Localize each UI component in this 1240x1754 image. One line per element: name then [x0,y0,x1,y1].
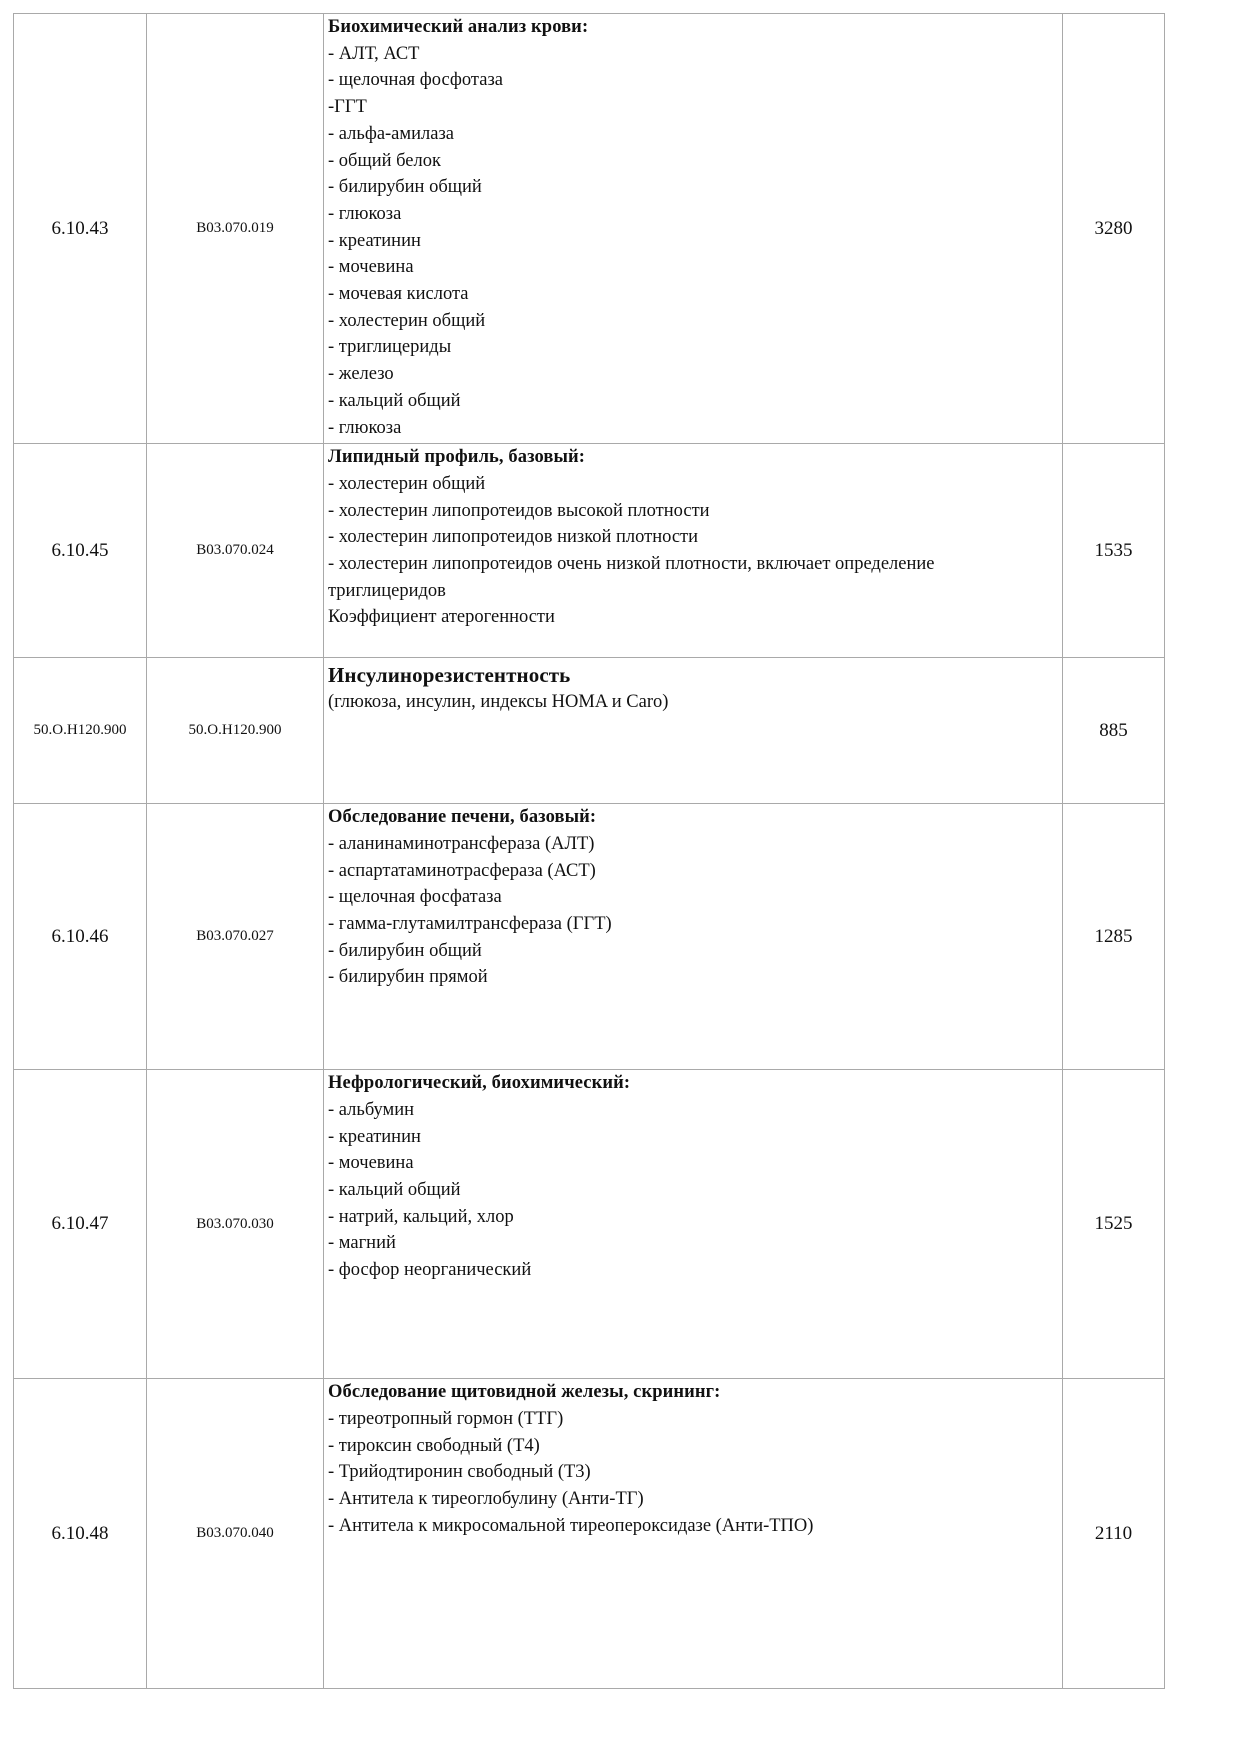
service-price: 1285 [1063,804,1165,1070]
service-item: (глюкоза, инсулин, индексы HOMA и Caro) [328,692,669,713]
service-item: - билирубин общий [328,940,482,961]
service-item: - мочевая кислота [328,284,469,305]
service-title: Биохимический анализ крови: [328,17,589,37]
table-row [14,1379,1165,1689]
price-list-body [14,14,1165,1689]
service-item: - мочевина [328,1153,414,1174]
service-code: В03.070.030 [147,1070,324,1379]
service-item: - холестерин общий [328,310,486,331]
service-price: 1535 [1063,444,1165,658]
service-code: В03.070.040 [147,1379,324,1689]
service-item: - кальций общий [328,390,461,411]
service-price: 885 [1063,658,1165,804]
service-description [324,804,1063,1070]
service-description [324,14,1063,444]
service-item: - мочевина [328,257,414,278]
service-description [324,658,1063,804]
service-item: - холестерин липопротеидов очень низкой плотности, включает определение триглицеридов [328,554,935,601]
service-price: 1525 [1063,1070,1165,1379]
service-item: - холестерин липопротеидов низкой плотности [328,527,699,548]
service-item: - гамма-глутамилтрансфераза (ГГТ) [328,914,612,935]
service-price: 3280 [1063,14,1165,444]
service-code: В03.070.019 [147,14,324,444]
service-item: - Трийодтиронин свободный (Т3) [328,1462,591,1483]
service-item: - кальций общий [328,1180,461,1201]
table-row [14,804,1165,1070]
service-item: - альбумин [328,1099,415,1120]
service-number: 6.10.47 [14,1070,147,1379]
service-description [324,1379,1063,1689]
service-item: - фосфор неорганический [328,1260,532,1281]
service-item: - альфа-амилаза [328,123,454,144]
service-number: 50.O.H120.900 [14,658,147,804]
service-item: - холестерин общий [328,473,486,494]
table-row [14,14,1165,444]
service-number: 6.10.45 [14,444,147,658]
service-item: - щелочная фосфотаза [328,70,503,91]
service-item: -ГГТ [328,97,367,118]
service-title: Нефрологический, биохимический: [328,1073,631,1094]
service-title: Липидный профиль, базовый: [328,447,586,468]
service-item: - общий белок [328,150,441,171]
service-item: - Антитела к тиреоглобулину (Анти-ТГ) [328,1489,644,1510]
price-list-table [13,13,1165,1689]
table-row [14,1070,1165,1379]
service-item: - щелочная фосфатаза [328,887,502,908]
service-price: 2110 [1063,1379,1165,1689]
service-item: - билирубин прямой [328,967,488,988]
service-item: - тиреотропный гормон (ТТГ) [328,1408,564,1429]
service-item: - аспартатаминотрасфераза (АСТ) [328,860,596,881]
service-item: - Антитела к микросомальной тиреопероксидазе (Анти-ТПО) [328,1515,814,1536]
service-item: Коэффициент атерогенности [328,607,555,628]
service-item: - глюкоза [328,417,402,438]
service-item: - креатинин [328,230,421,251]
service-item: - тироксин свободный (Т4) [328,1435,540,1456]
service-item: - магний [328,1233,396,1254]
service-item: - билирубин общий [328,177,482,198]
service-item: - аланинаминотрансфераза (АЛТ) [328,833,595,854]
service-number: 6.10.48 [14,1379,147,1689]
service-item: - триглицериды [328,337,452,358]
service-item: - натрий, кальций, хлор [328,1206,514,1227]
service-description [324,444,1063,658]
table-row [14,444,1165,658]
service-number: 6.10.43 [14,14,147,444]
service-item: - железо [328,364,394,385]
service-code: В03.070.027 [147,804,324,1070]
service-number: 6.10.46 [14,804,147,1070]
service-item: - АЛТ, АСТ [328,43,420,64]
service-description [324,1070,1063,1379]
service-code: В03.070.024 [147,444,324,658]
service-title: Обследование щитовидной железы, скрининг: [328,1382,721,1403]
service-title: Обследование печени, базовый: [328,807,597,828]
service-item: - глюкоза [328,203,402,224]
service-code: 50.O.H120.900 [147,658,324,804]
table-row [14,658,1165,804]
service-item: - креатинин [328,1126,421,1147]
service-item: - холестерин липопротеидов высокой плотности [328,500,710,521]
service-title: Инсулинорезистентность [328,663,571,688]
